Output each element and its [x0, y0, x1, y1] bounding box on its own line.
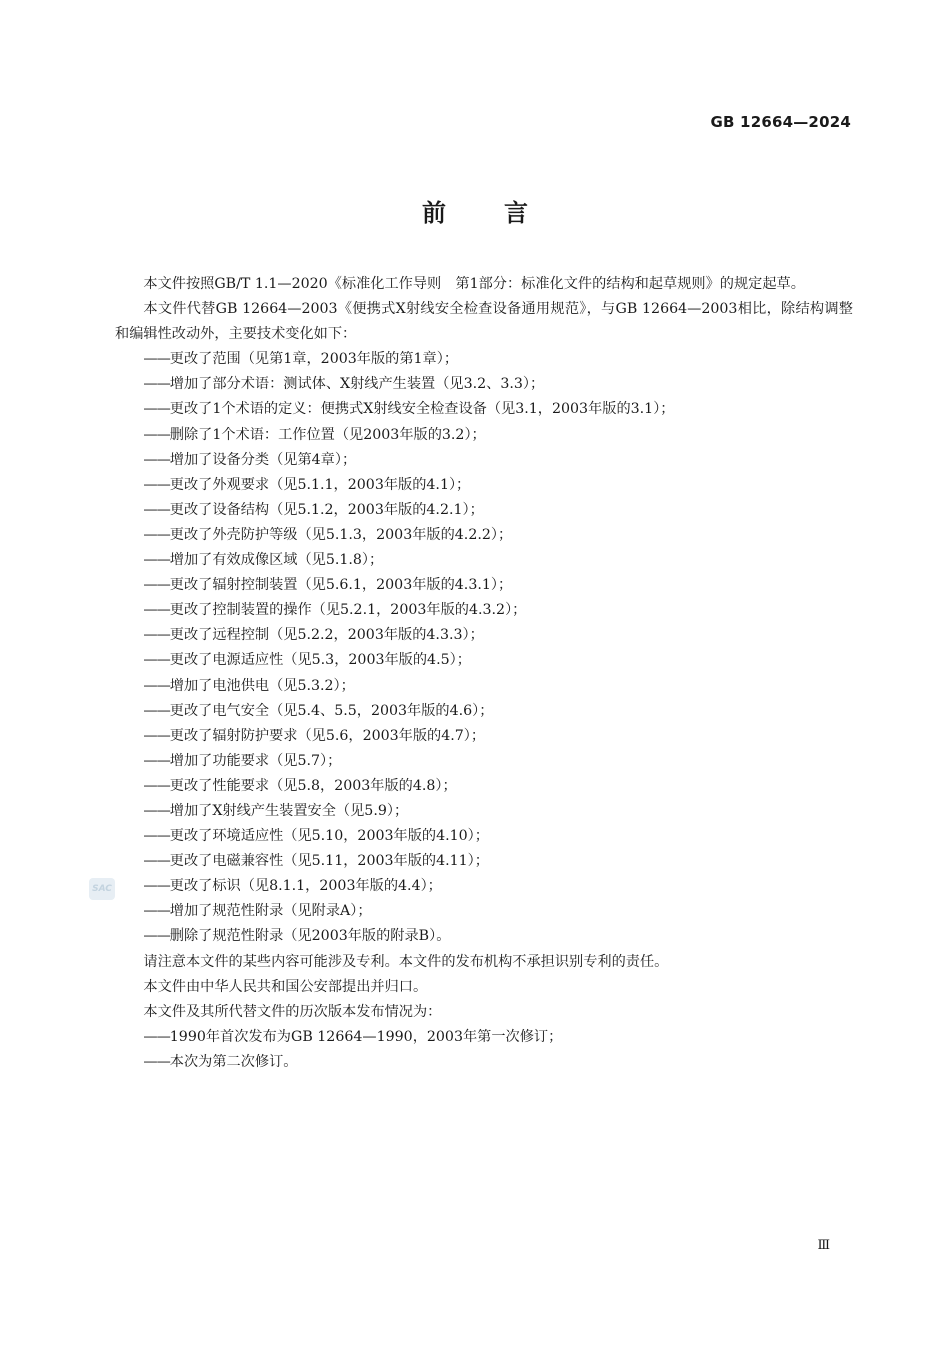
change-item: [115, 849, 853, 874]
change-item: [115, 674, 853, 699]
sac-watermark-logo: SAC: [89, 878, 115, 900]
change-item-text: 更改了电气安全（见5.4、5.5，2003年版的4.6）；: [169, 702, 494, 719]
change-item: [115, 423, 853, 448]
list-dash: ——: [143, 501, 170, 518]
history-item-text: 1990年首次发布为GB 12664—1990，2003年第一次修订；: [169, 1028, 563, 1045]
change-item-text: 删除了规范性附录（见2003年版的附录B）。: [169, 928, 451, 945]
change-item-text: 更改了性能要求（见5.8，2003年版的4.8）；: [169, 777, 457, 794]
change-item: [115, 473, 853, 498]
list-dash: ——: [143, 602, 170, 619]
change-item-text: 更改了外壳防护等级（见5.1.3，2003年版的4.2.2）；: [169, 526, 513, 543]
history-list: [115, 1025, 853, 1075]
change-item-text: 更改了设备结构（见5.1.2，2003年版的4.2.1）；: [169, 501, 484, 518]
list-dash: ——: [143, 426, 170, 443]
change-item: [115, 774, 853, 799]
history-intro: 本文件及其所代替文件的历次版本发布情况为：: [143, 1003, 442, 1020]
list-dash: ——: [143, 526, 170, 543]
list-dash: ——: [143, 451, 170, 468]
list-dash: ——: [143, 1053, 170, 1070]
change-item: [115, 648, 853, 673]
change-item-text: 更改了电磁兼容性（见5.11，2003年版的4.11）；: [169, 853, 489, 870]
change-item: [115, 397, 853, 422]
list-dash: ——: [143, 727, 170, 744]
change-item: [115, 523, 853, 548]
list-dash: ——: [143, 878, 170, 895]
change-item-text: 更改了1个术语的定义：便携式X射线安全检查设备（见3.1，2003年版的3.1）；: [169, 401, 675, 418]
change-item-text: 更改了范围（见第1章，2003年版的第1章）；: [169, 351, 459, 368]
intro-paragraph: 本文件按照GB/T 1.1—2020《标准化工作导则 第1部分：标准化文件的结构和起草规则》的规定起草。: [143, 276, 805, 292]
intro-paragraph: 本文件代替GB 12664—2003《便携式X射线安全检查设备通用规范》，与GB 12664—2003相比，除结构调整和编辑性改动外，主要技术变化如下：: [115, 301, 853, 343]
change-item-text: 更改了标识（见8.1.1，2003年版的4.4）；: [169, 878, 442, 895]
change-item: [115, 548, 853, 573]
change-item-text: 增加了有效成像区域（见5.1.8）；: [169, 552, 384, 569]
change-item: [115, 924, 853, 949]
change-item-text: 更改了电源适应性（见5.3，2003年版的4.5）；: [169, 652, 471, 669]
list-dash: ——: [143, 376, 170, 393]
list-dash: ——: [143, 903, 170, 920]
list-dash: ——: [143, 652, 170, 669]
list-dash: ——: [143, 351, 170, 368]
change-item: [115, 573, 853, 598]
change-item: [115, 498, 853, 523]
history-item: [115, 1025, 853, 1050]
list-dash: ——: [143, 752, 170, 769]
change-item: [115, 724, 853, 749]
changes-list: [115, 347, 853, 949]
change-item: [115, 699, 853, 724]
list-dash: ——: [143, 677, 170, 694]
list-dash: ——: [143, 627, 170, 644]
list-dash: ——: [143, 577, 170, 594]
list-dash: ——: [143, 702, 170, 719]
change-item: [115, 749, 853, 774]
change-item: [115, 874, 853, 899]
change-item: [115, 799, 853, 824]
list-dash: ——: [143, 476, 170, 493]
history-item-text: 本次为第二次修订。: [169, 1053, 298, 1070]
list-dash: ——: [143, 777, 170, 794]
change-item: [115, 623, 853, 648]
change-item-text: 更改了环境适应性（见5.10，2003年版的4.10）；: [169, 828, 489, 845]
list-dash: ——: [143, 802, 170, 819]
change-item: [115, 372, 853, 397]
list-dash: ——: [143, 401, 170, 418]
change-item-text: 增加了规范性附录（见附录A）；: [169, 903, 372, 920]
foreword-body: [115, 272, 853, 1075]
change-item: [115, 824, 853, 849]
change-item: [115, 448, 853, 473]
change-item-text: 增加了设备分类（见第4章）；: [169, 451, 357, 468]
change-item-text: 删除了1个术语：工作位置（见2003年版的3.2）；: [169, 426, 486, 443]
change-item-text: 更改了外观要求（见5.1.1，2003年版的4.1）；: [169, 476, 471, 493]
list-dash: ——: [143, 828, 170, 845]
page-title: 前言: [422, 199, 586, 227]
change-item-text: 更改了远程控制（见5.2.2，2003年版的4.3.3）；: [169, 627, 484, 644]
proposer-statement: 本文件由中华人民共和国公安部提出并归口。: [143, 978, 428, 995]
change-item: [115, 598, 853, 623]
change-item-text: 更改了辐射控制装置（见5.6.1，2003年版的4.3.1）；: [169, 577, 513, 594]
list-dash: ——: [143, 1028, 170, 1045]
change-item-text: 更改了辐射防护要求（见5.6，2003年版的4.7）；: [169, 727, 486, 744]
list-dash: ——: [143, 552, 170, 569]
change-item-text: 增加了部分术语：测试体、X射线产生装置（见3.2、3.3）；: [169, 376, 545, 393]
change-item: [115, 899, 853, 924]
page-number: Ⅲ: [817, 1238, 830, 1253]
change-item-text: 增加了X射线产生装置安全（见5.9）；: [169, 802, 409, 819]
change-item-text: 增加了功能要求（见5.7）；: [169, 752, 342, 769]
list-dash: ——: [143, 853, 170, 870]
list-dash: ——: [143, 928, 170, 945]
standard-number: GB 12664—2024: [710, 113, 851, 131]
change-item-text: 增加了电池供电（见5.3.2）；: [169, 677, 355, 694]
history-item: [115, 1050, 853, 1075]
change-item: [115, 347, 853, 372]
change-item-text: 更改了控制装置的操作（见5.2.1，2003年版的4.3.2）；: [169, 602, 527, 619]
patent-notice: 请注意本文件的某些内容可能涉及专利。本文件的发布机构不承担识别专利的责任。: [143, 953, 669, 970]
